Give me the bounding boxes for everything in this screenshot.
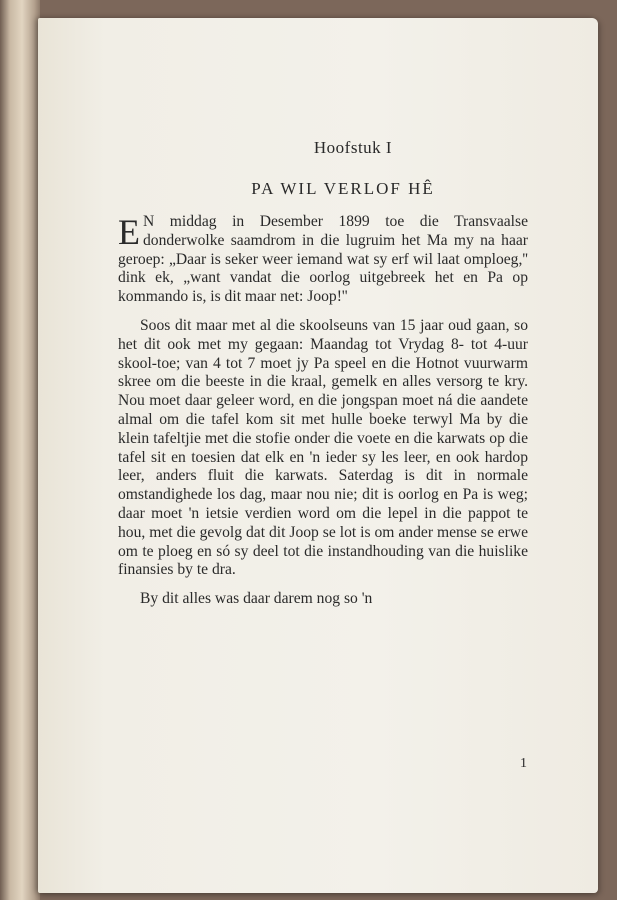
page-text-block — [118, 138, 528, 609]
chapter-title: PA WIL VERLOF HÊ — [251, 179, 435, 198]
page-number: 1 — [520, 756, 527, 771]
paragraph-3: By dit alles was daar darem nog so 'n — [140, 590, 373, 608]
paragraph-1-text: N middag in Desember 1899 toe die Transvaalse donderwolke saamdrom in die lugruim het Ma my na haar geroep: „Daar is seker weer iemand wat sy erf wil laat omploeg,'' dink ek, „want vandat die oorlog uitgebreek het en Pa op kommando is, is dit maar net: Joop!'' — [118, 213, 528, 306]
drop-cap: E — [118, 212, 140, 252]
book-spine — [0, 0, 40, 900]
book-page — [38, 18, 598, 893]
chapter-label: Hoofstuk I — [313, 138, 393, 157]
paragraph-1 — [118, 213, 528, 307]
paragraph-2: Soos dit maar met al die skoolseuns van 15 jaar oud gaan, so het dit ook met my gegaan: Maandag tot Vrydag 8- tot 4-uur skool-toe; van 4 tot 7 moet jy Pa speel en die Hotnot vuurwarm skree om die beeste in die kraal, gemelk en alles versorg te kry. Nou moet daar geleer word, en die jongspan moet ná die aandete almal om die tafel kom sit met hulle boeke terwyl Ma by die klein tafeltjie met die stofie onder die voete en die karwats op die tafel sit en toesien dat elk en 'n ieder sy les leer, en ook hardop leer, anders fluit die karwats. Saterdag is dit in normale omstandighede los dag, maar nou nie; dit is oorlog en Pa is weg; daar moet 'n ietsie verdien word om die lepel in die pappot te hou, met die gevolg dat dit Joop se lot is om ander mense se erwe om te ploeg en só sy deel tot die instandhouding van die huislike finansies by te dra. — [118, 316, 528, 579]
